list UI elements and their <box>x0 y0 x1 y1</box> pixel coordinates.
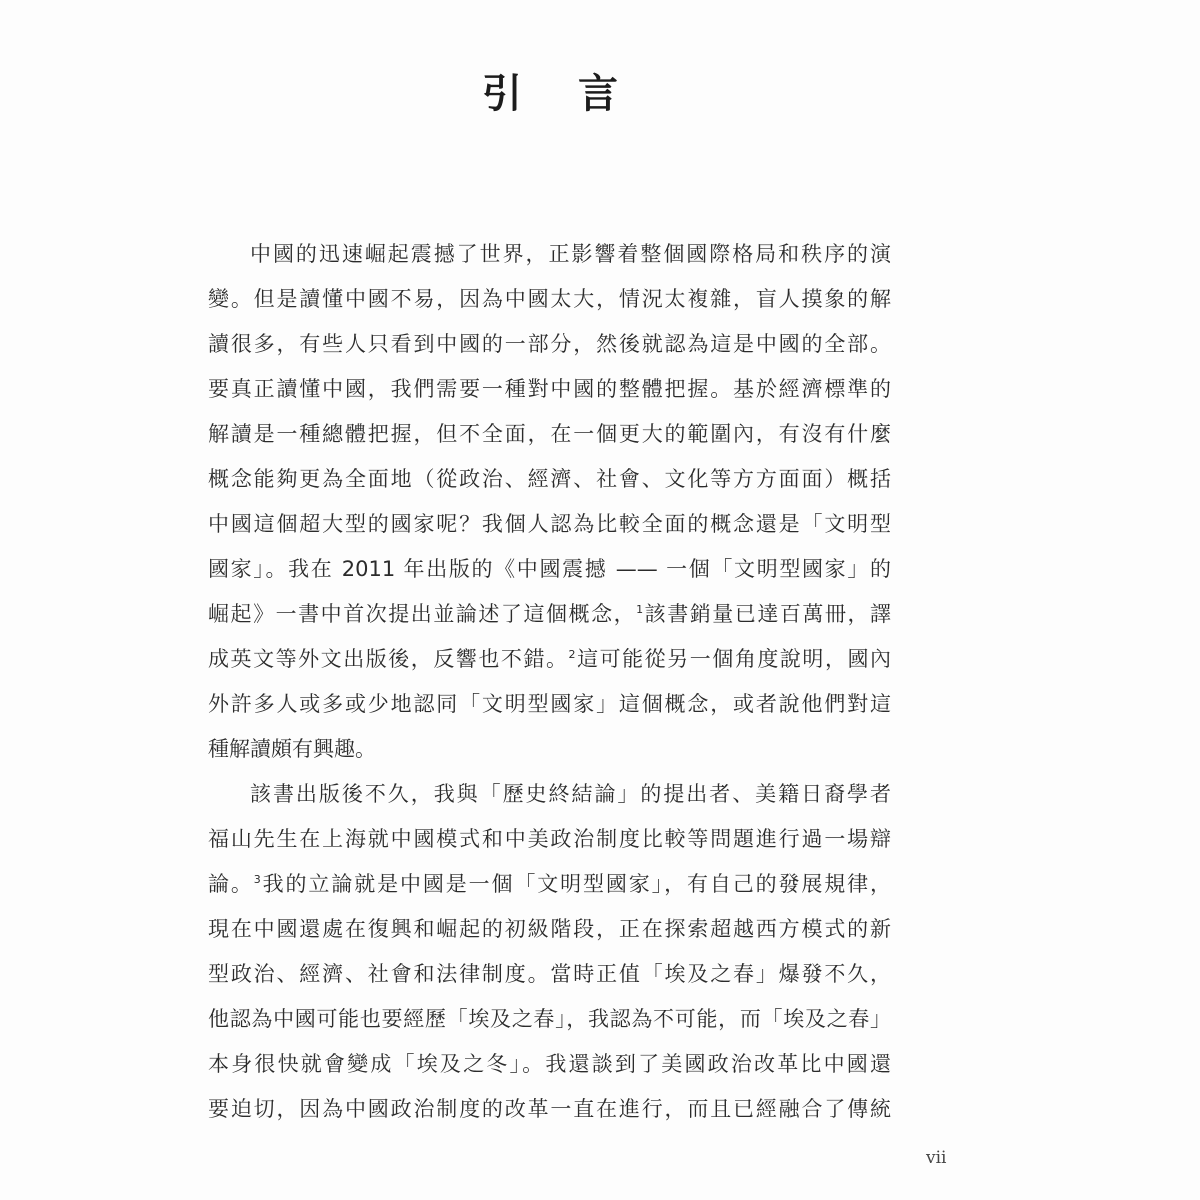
text-run: 成英文等外文出版後，反響也不錯。 <box>208 647 569 671</box>
page-number: vii <box>926 1148 947 1168</box>
paragraph-line: 國家」。我在 2011 年出版的《中國震撼 —— 一個「文明型國家」的 <box>208 557 891 581</box>
text-run: 我的立論就是中國是一個「文明型國家」，有自己的發展規律， <box>260 872 892 896</box>
paragraph-line: 他認為中國可能也要經歷「埃及之春」，我認為不可能，而「埃及之春」 <box>208 1007 891 1031</box>
title-char-1: 引 <box>482 70 522 117</box>
paragraph-line <box>208 592 891 637</box>
chapter-title <box>0 62 1100 119</box>
paragraph-line: 要迫切，因為中國政治制度的改革一直在進行，而且已經融合了傳統 <box>208 1097 891 1121</box>
text-run: 該書銷量已達百萬冊，譯 <box>643 602 892 626</box>
text-run: 這可能從另一個角度說明，國內 <box>575 647 892 671</box>
text-run: 崛起》一書中首次提出並論述了這個概念， <box>208 602 637 626</box>
paragraph-line <box>208 637 891 682</box>
paragraph-line: 福山先生在上海就中國模式和中美政治制度比較等問題進行過一場辯 <box>208 827 891 851</box>
paragraph-line: 種解讀頗有興趣。 <box>208 737 376 761</box>
paragraph-line: 中國的迅速崛起震撼了世界，正影響着整個國際格局和秩序的演 <box>250 242 891 266</box>
title-char-2: 言 <box>578 70 618 117</box>
paragraph-line: 要真正讀懂中國，我們需要一種對中國的整體把握。基於經濟標準的 <box>208 377 891 401</box>
paragraph-line: 現在中國還處在復興和崛起的初級階段，正在探索超越西方模式的新 <box>208 917 891 941</box>
footnote-marker-3[interactable]: 3 <box>253 873 261 886</box>
footnote-marker-1[interactable]: 1 <box>636 603 644 616</box>
paragraph-line: 變。但是讀懂中國不易，因為中國太大，情況太複雜，盲人摸象的解 <box>208 287 891 311</box>
paragraph-line <box>208 862 891 907</box>
paragraph-line: 外許多人或多或少地認同「文明型國家」這個概念，或者說他們對這 <box>208 692 891 716</box>
footnote-marker-2[interactable]: 2 <box>568 648 576 661</box>
paragraph-line: 概念能夠更為全面地（從政治、經濟、社會、文化等方方面面）概括 <box>208 467 891 491</box>
paragraph-line: 解讀是一種總體把握，但不全面，在一個更大的範圍內，有沒有什麼 <box>208 422 891 446</box>
paragraph-line: 該書出版後不久，我與「歷史終結論」的提出者、美籍日裔學者 <box>250 782 891 806</box>
paragraph-line: 型政治、經濟、社會和法律制度。當時正值「埃及之春」爆發不久， <box>208 962 891 986</box>
paragraph-line: 中國這個超大型的國家呢？我個人認為比較全面的概念還是「文明型 <box>208 512 891 536</box>
paragraph-line: 本身很快就會變成「埃及之冬」。我還談到了美國政治改革比中國還 <box>208 1052 891 1076</box>
text-run: 論。 <box>208 872 254 896</box>
body-text <box>208 232 891 1132</box>
paragraph-line: 讀很多，有些人只看到中國的一部分，然後就認為這是中國的全部。 <box>208 332 891 356</box>
